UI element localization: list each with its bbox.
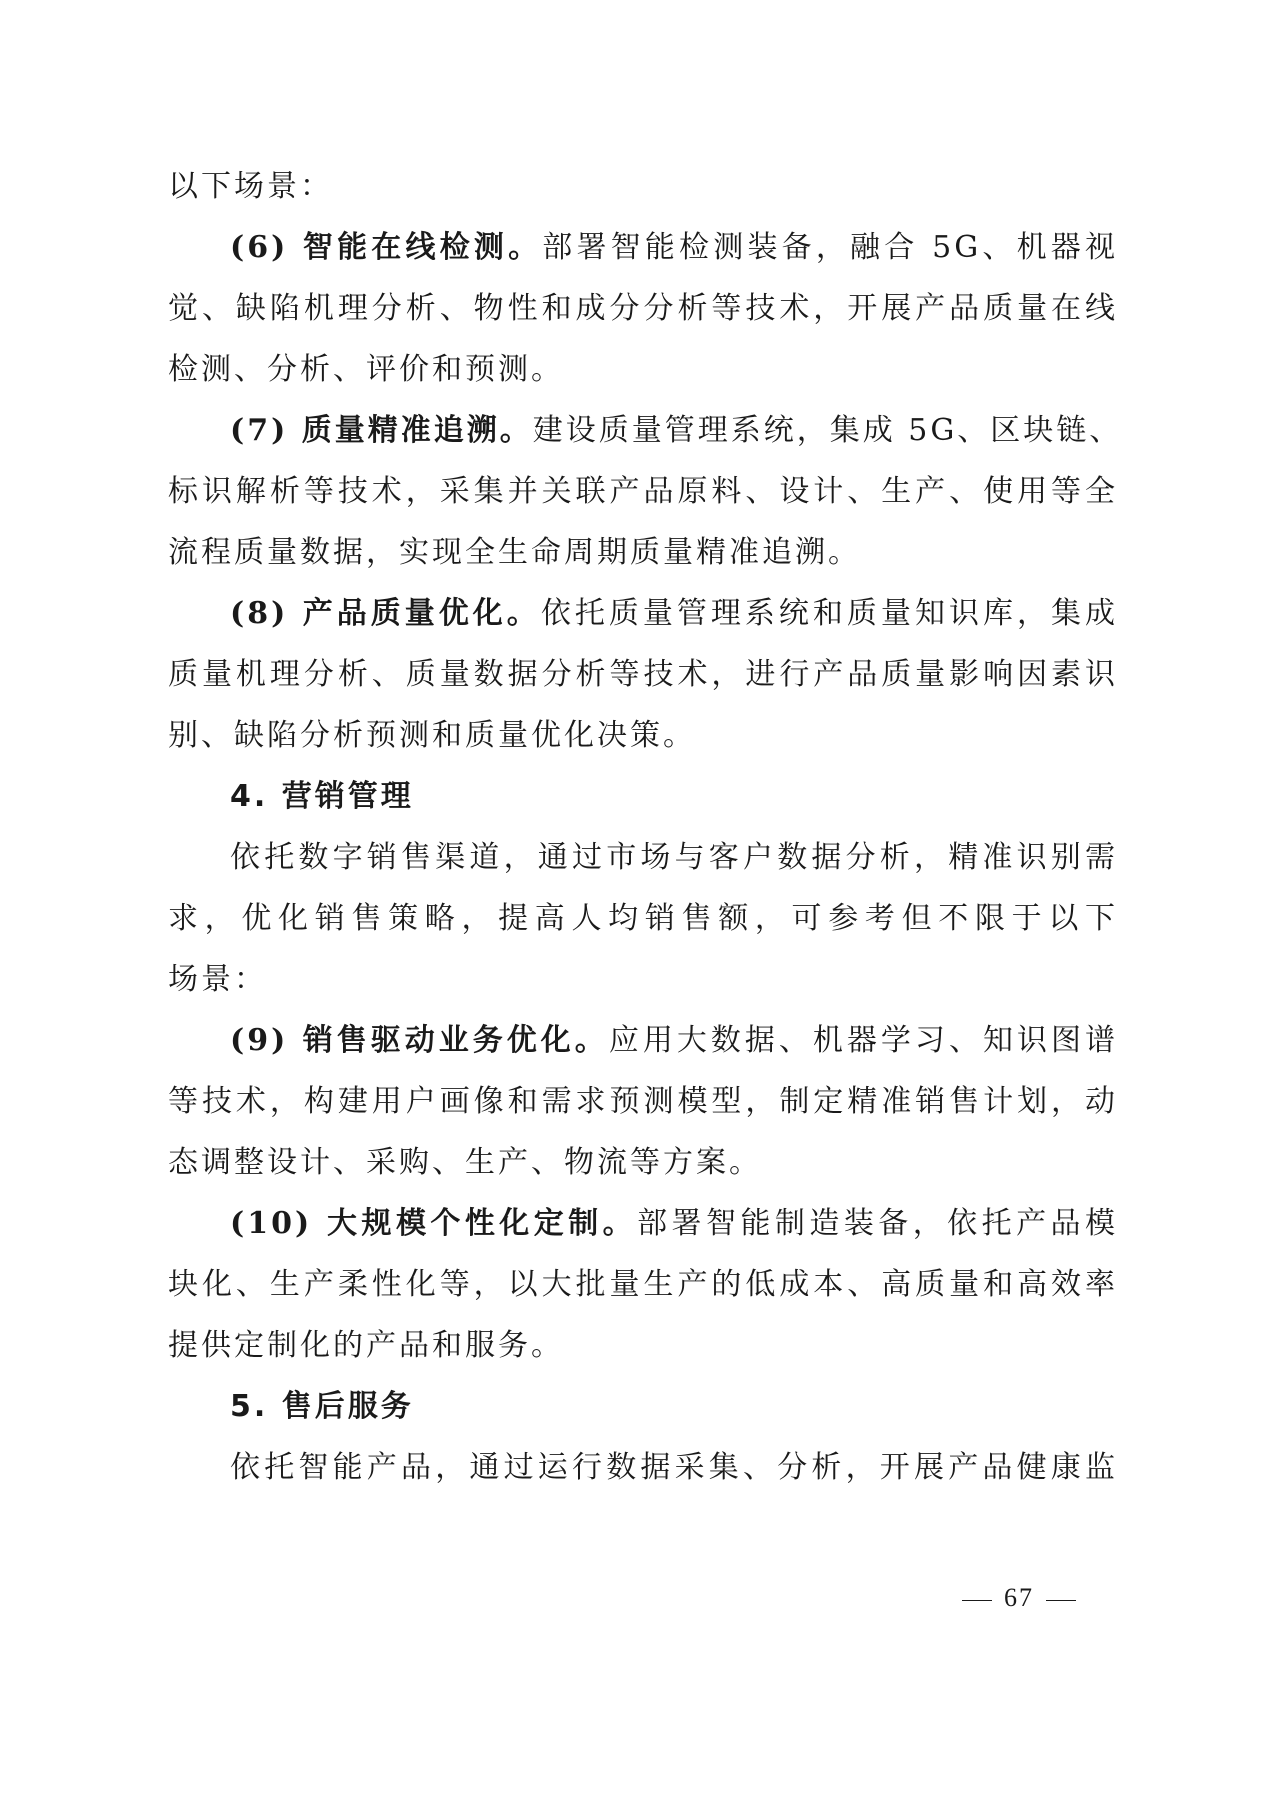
text-line: 依托智能产品，通过运行数据采集、分析，开展产品健康监 (230, 1450, 1118, 1485)
text-line: 标识解析等技术，采集并关联产品原料、设计、生产、使用等全 (168, 474, 1118, 509)
text-line (168, 1010, 1118, 1071)
text-line (168, 217, 1118, 278)
item-text: 部署智能制造装备，依托产品模 (637, 1206, 1118, 1241)
item-text: 部署智能检测装备，融合 5G、机器视 (542, 230, 1118, 265)
text-line (168, 400, 1123, 461)
text-line (168, 1193, 1118, 1254)
text-line: 场景： (168, 962, 267, 997)
text-line: 求，优化销售策略，提高人均销售额，可参考但不限于以下 (168, 901, 1118, 936)
text-line: 依托数字销售渠道，通过市场与客户数据分析，精准识别需 (230, 840, 1118, 875)
section-heading: 5. 售后服务 (230, 1389, 414, 1424)
text-line: 态调整设计、采购、生产、物流等方案。 (168, 1145, 762, 1180)
text-line: 等技术，构建用户画像和需求预测模型，制定精准销售计划，动 (168, 1084, 1118, 1119)
item-title: (8) 产品质量优化。 (230, 596, 541, 631)
item-text: 建设质量管理系统，集成 5G、区块链、 (532, 413, 1123, 448)
item-title: (10) 大规模个性化定制。 (230, 1206, 638, 1241)
item-text: 依托质量管理系统和质量知识库，集成 (540, 596, 1118, 631)
text-line: 提供定制化的产品和服务。 (168, 1328, 564, 1363)
text-line: 块化、生产柔性化等，以大批量生产的低成本、高质量和高效率 (168, 1267, 1118, 1302)
text-line: 流程质量数据，实现全生命周期质量精准追溯。 (168, 535, 861, 570)
item-title: (6) 智能在线检测。 (230, 230, 543, 265)
page-number-dash-left (962, 1600, 992, 1601)
item-title: (7) 质量精准追溯。 (230, 413, 533, 448)
item-text: 应用大数据、机器学习、知识图谱 (608, 1023, 1118, 1058)
section-heading: 4. 营销管理 (230, 779, 414, 814)
text-line: 质量机理分析、质量数据分析等技术，进行产品质量影响因素识 (168, 657, 1118, 692)
page-number (950, 1583, 1088, 1613)
page-number-value: 67 (1004, 1583, 1034, 1612)
text-line: 以下场景： (168, 169, 333, 204)
page-number-dash-right (1046, 1600, 1076, 1601)
text-line: 检测、分析、评价和预测。 (168, 352, 564, 387)
text-line: 觉、缺陷机理分析、物性和成分分析等技术，开展产品质量在线 (168, 291, 1118, 326)
page-body (168, 156, 1123, 1498)
text-line: 别、缺陷分析预测和质量优化决策。 (168, 718, 696, 753)
item-title: (9) 销售驱动业务优化。 (230, 1023, 609, 1058)
text-line (168, 583, 1118, 644)
